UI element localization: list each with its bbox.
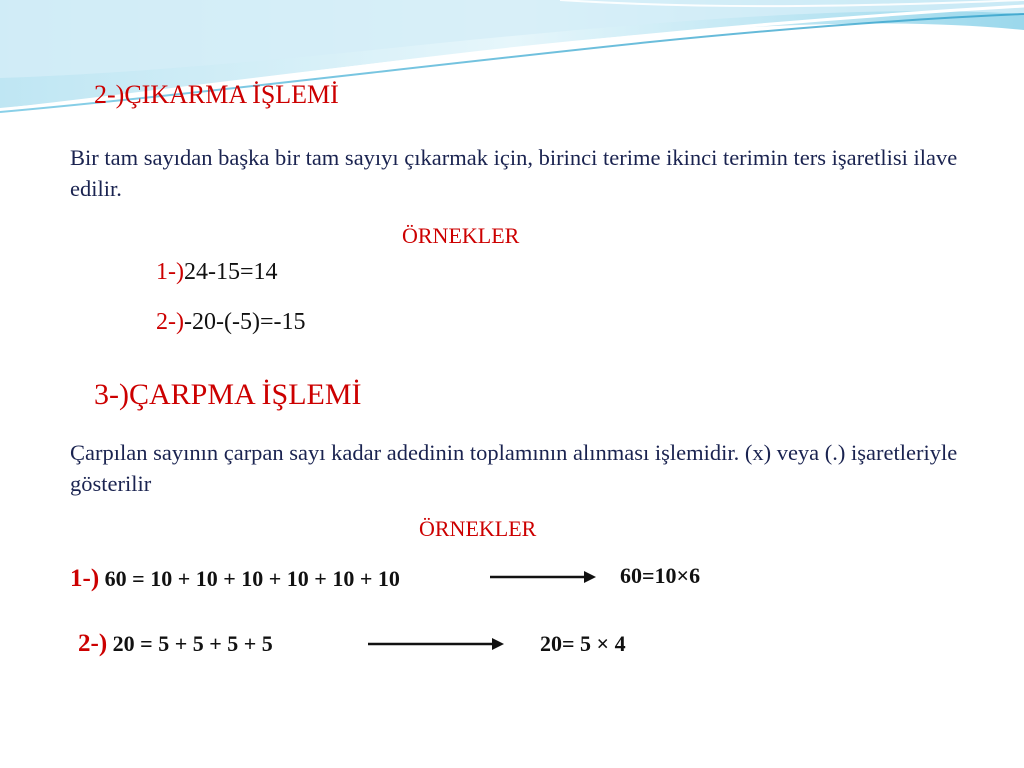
example-expression: -20-(-5)=-15 — [183, 309, 306, 335]
example-expression: 24-15=14 — [183, 259, 278, 285]
example-expression: 60 = 10 + 10 + 10 + 10 + 10 + 10 — [104, 566, 400, 591]
multiplication-examples-heading: ÖRNEKLER — [419, 516, 537, 541]
arrow-right-icon — [488, 567, 598, 587]
multiplication-result-2: 20= 5 × 4 — [540, 631, 626, 656]
multiplication-title: 3-)ÇARPMA İŞLEMİ — [94, 378, 362, 411]
example-number: 2-) — [78, 630, 108, 657]
subtraction-example-1 — [156, 259, 278, 286]
example-number: 2-) — [156, 309, 184, 335]
multiplication-result-1: 60=10×6 — [620, 563, 701, 588]
example-number: 1-) — [156, 259, 184, 285]
example-number: 1-) — [70, 565, 100, 592]
arrow-right-icon — [366, 634, 506, 654]
subtraction-description: Bir tam sayıdan başka bir tam sayıyı çıkarmak için, birinci terime ikinci terimin ters işaretlisi ilave edilir. — [70, 145, 958, 201]
multiplication-example-1 — [70, 565, 400, 593]
example-expression: 20 = 5 + 5 + 5 + 5 — [112, 631, 273, 656]
multiplication-example-2 — [78, 630, 273, 658]
subtraction-examples-heading: ÖRNEKLER — [402, 223, 520, 248]
subtraction-title: 2-)ÇIKARMA İŞLEMİ — [94, 80, 339, 109]
subtraction-example-2 — [156, 309, 305, 336]
multiplication-description: Çarpılan sayının çarpan sayı kadar adedinin toplamının alınması işlemidir. (x) veya (.) işaretleriyle gösterilir — [70, 440, 958, 496]
